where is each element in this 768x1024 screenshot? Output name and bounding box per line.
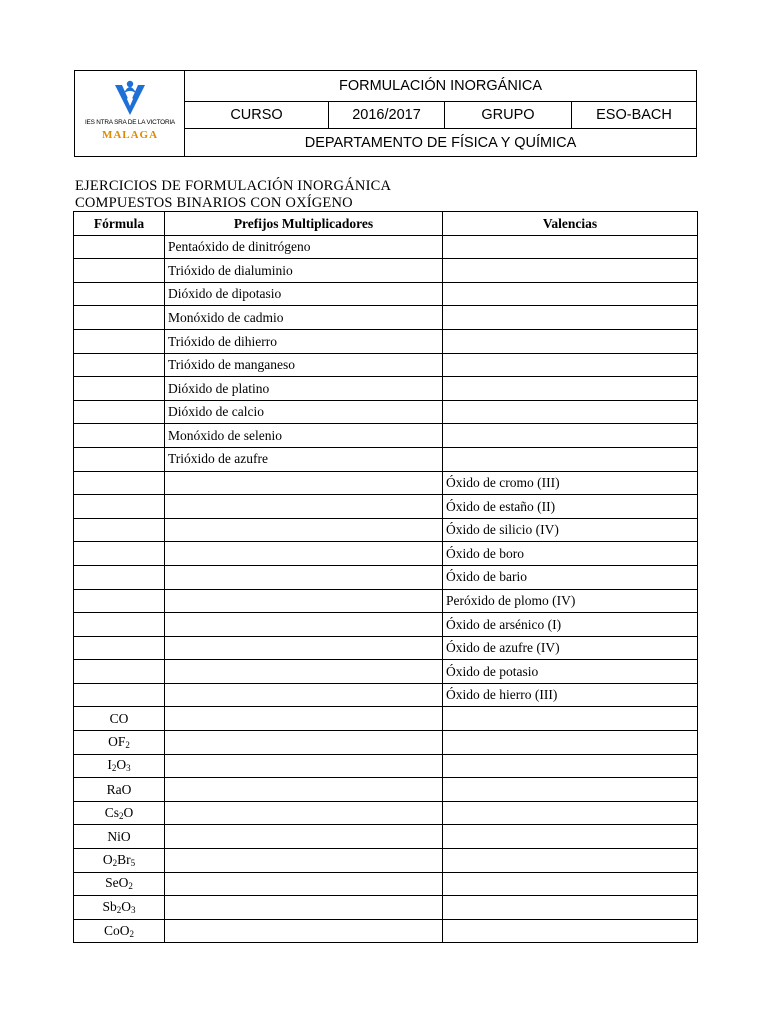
formula-subscript: 3 — [131, 905, 136, 916]
formula-cell[interactable] — [74, 282, 165, 306]
table-row — [74, 471, 698, 495]
formula-cell[interactable] — [74, 660, 165, 684]
prefix-name-cell[interactable] — [165, 801, 443, 825]
formula-element: OF — [108, 733, 126, 749]
table-body — [74, 235, 698, 943]
document-header — [74, 70, 697, 157]
valence-name-cell[interactable] — [443, 353, 698, 377]
formula-element: Sb — [102, 899, 117, 915]
table-row — [74, 754, 698, 778]
column-header-prefixes: Prefijos Multiplicadores — [165, 212, 443, 236]
table-header-row — [74, 212, 698, 236]
header-course-row — [185, 102, 696, 129]
formula-subscript: 2 — [116, 905, 122, 916]
formula-element: NiO — [107, 828, 131, 844]
table-row — [74, 495, 698, 519]
exercise-subtitle: COMPUESTOS BINARIOS CON OXÍGENO — [75, 195, 353, 211]
formula-subscript: 2 — [129, 928, 134, 939]
prefix-name-cell[interactable] — [165, 660, 443, 684]
department-name: DEPARTAMENTO DE FÍSICA Y QUÍMICA — [304, 134, 577, 151]
school-logo-cell — [75, 71, 185, 156]
valence-name-cell: Óxido de hierro (III) — [443, 683, 698, 707]
valence-name-cell[interactable] — [443, 424, 698, 448]
prefix-name-cell[interactable] — [165, 707, 443, 731]
valence-name-cell[interactable] — [443, 849, 698, 873]
prefix-name-cell[interactable] — [165, 896, 443, 920]
course-value: 2016/2017 — [329, 102, 445, 128]
valence-name-cell[interactable] — [443, 707, 698, 731]
column-header-formula: Fórmula — [74, 212, 165, 236]
valence-name-cell[interactable] — [443, 235, 698, 259]
formula-cell[interactable] — [74, 589, 165, 613]
prefix-name-cell[interactable] — [165, 565, 443, 589]
group-label: GRUPO — [445, 102, 572, 128]
table-row — [74, 778, 698, 802]
prefix-name-cell[interactable] — [165, 613, 443, 637]
valence-name-cell[interactable] — [443, 825, 698, 849]
prefix-name-cell[interactable] — [165, 731, 443, 755]
formula-cell[interactable] — [74, 919, 165, 943]
formula-element: RaO — [106, 781, 132, 797]
school-city: MALAGA — [101, 129, 159, 141]
valence-name-cell: Óxido de cromo (III) — [443, 471, 698, 495]
formula-cell[interactable] — [74, 849, 165, 873]
valence-name-cell: Peróxido de plomo (IV) — [443, 589, 698, 613]
formula-cell[interactable] — [74, 306, 165, 330]
prefix-name-cell: Dióxido de platino — [165, 377, 443, 401]
valence-name-cell[interactable] — [443, 400, 698, 424]
formula-element: Br — [117, 851, 131, 867]
valence-name-cell[interactable] — [443, 896, 698, 920]
valence-name-cell: Óxido de estaño (II) — [443, 495, 698, 519]
formula-cell[interactable] — [74, 400, 165, 424]
prefix-name-cell[interactable] — [165, 754, 443, 778]
table-row — [74, 518, 698, 542]
formula-subscript: 3 — [126, 763, 131, 774]
formula-cell[interactable] — [74, 447, 165, 471]
prefix-name-cell[interactable] — [165, 636, 443, 660]
table-row — [74, 801, 698, 825]
prefix-name-cell: Pentaóxido de dinitrógeno — [165, 235, 443, 259]
valence-name-cell: Óxido de bario — [443, 565, 698, 589]
formula-cell[interactable] — [74, 896, 165, 920]
table-row — [74, 282, 698, 306]
formula-element: O — [116, 757, 127, 773]
formula-cell[interactable] — [74, 235, 165, 259]
prefix-name-cell[interactable] — [165, 471, 443, 495]
valence-name-cell: Óxido de boro — [443, 542, 698, 566]
table-row — [74, 683, 698, 707]
prefix-name-cell: Dióxido de dipotasio — [165, 282, 443, 306]
formula-cell[interactable] — [74, 872, 165, 896]
table-row — [74, 306, 698, 330]
formula-element: CO — [109, 711, 129, 727]
prefix-name-cell[interactable] — [165, 919, 443, 943]
prefix-name-cell: Monóxido de selenio — [165, 424, 443, 448]
formula-cell[interactable] — [74, 613, 165, 637]
formula-cell[interactable] — [74, 471, 165, 495]
formula-cell[interactable] — [74, 778, 165, 802]
table-row — [74, 825, 698, 849]
table-row — [74, 329, 698, 353]
exercise-table — [73, 211, 698, 943]
prefix-name-cell: Trióxido de manganeso — [165, 353, 443, 377]
prefix-name-cell[interactable] — [165, 872, 443, 896]
prefix-name-cell[interactable] — [165, 542, 443, 566]
prefix-name-cell: Trióxido de dialuminio — [165, 259, 443, 283]
formula-element: CoO — [103, 922, 130, 938]
formula-cell[interactable] — [74, 424, 165, 448]
valence-name-cell[interactable] — [443, 778, 698, 802]
valence-name-cell: Óxido de azufre (IV) — [443, 636, 698, 660]
formula-cell[interactable] — [74, 542, 165, 566]
formula-element: O — [102, 851, 113, 867]
valence-name-cell[interactable] — [443, 282, 698, 306]
formula-subscript: 2 — [125, 739, 130, 750]
formula-cell[interactable] — [74, 636, 165, 660]
prefix-name-cell[interactable] — [165, 495, 443, 519]
table-row — [74, 377, 698, 401]
prefix-name-cell: Trióxido de azufre — [165, 447, 443, 471]
prefix-name-cell[interactable] — [165, 589, 443, 613]
table-row — [74, 707, 698, 731]
formula-element: O — [123, 804, 134, 820]
school-name: IES NTRA SRA DE LA VICTORIA — [84, 119, 175, 126]
prefix-name-cell[interactable] — [165, 518, 443, 542]
formula-cell[interactable] — [74, 329, 165, 353]
table-row — [74, 447, 698, 471]
prefix-name-cell[interactable] — [165, 849, 443, 873]
table-row — [74, 542, 698, 566]
school-logo-icon — [111, 79, 149, 119]
prefix-name-cell[interactable] — [165, 825, 443, 849]
table-row — [74, 872, 698, 896]
header-department-row — [185, 129, 696, 156]
formula-cell[interactable] — [74, 754, 165, 778]
table-row — [74, 731, 698, 755]
formula-cell[interactable] — [74, 801, 165, 825]
table-row — [74, 424, 698, 448]
table-row — [74, 849, 698, 873]
formula-cell[interactable] — [74, 377, 165, 401]
formula-cell[interactable] — [74, 565, 165, 589]
formula-element: Cs — [104, 804, 119, 820]
valence-name-cell[interactable] — [443, 731, 698, 755]
valence-name-cell: Óxido de arsénico (I) — [443, 613, 698, 637]
formula-subscript: 2 — [111, 763, 117, 774]
formula-subscript: 2 — [112, 857, 118, 868]
table-row — [74, 565, 698, 589]
valence-name-cell: Óxido de potasio — [443, 660, 698, 684]
document-title: FORMULACIÓN INORGÁNICA — [338, 78, 542, 94]
table-row — [74, 896, 698, 920]
formula-subscript: 2 — [128, 881, 133, 892]
valence-name-cell[interactable] — [443, 801, 698, 825]
formula-subscript: 5 — [130, 857, 136, 868]
prefix-name-cell: Monóxido de cadmio — [165, 306, 443, 330]
table-row — [74, 400, 698, 424]
table-row — [74, 660, 698, 684]
column-header-valences: Valencias — [443, 212, 698, 236]
table-row — [74, 919, 698, 943]
table-row — [74, 636, 698, 660]
group-value: ESO-BACH — [596, 107, 672, 123]
table-row — [74, 589, 698, 613]
formula-element: SeO — [105, 875, 129, 891]
header-title-row — [185, 71, 696, 102]
prefix-name-cell[interactable] — [165, 683, 443, 707]
prefix-name-cell: Dióxido de calcio — [165, 400, 443, 424]
formula-cell[interactable] — [74, 259, 165, 283]
valence-name-cell[interactable] — [443, 447, 698, 471]
formula-cell[interactable] — [74, 495, 165, 519]
course-label: CURSO — [185, 102, 329, 128]
valence-name-cell[interactable] — [443, 377, 698, 401]
valence-name-cell: Óxido de silicio (IV) — [443, 518, 698, 542]
formula-cell[interactable] — [74, 707, 165, 731]
formula-cell[interactable] — [74, 353, 165, 377]
prefix-name-cell[interactable] — [165, 778, 443, 802]
formula-subscript: 2 — [119, 810, 124, 821]
table-row — [74, 235, 698, 259]
formula-cell[interactable] — [74, 518, 165, 542]
valence-name-cell[interactable] — [443, 919, 698, 943]
valence-name-cell[interactable] — [443, 754, 698, 778]
valence-name-cell[interactable] — [443, 872, 698, 896]
valence-name-cell[interactable] — [443, 306, 698, 330]
prefix-name-cell: Trióxido de dihierro — [165, 329, 443, 353]
formula-cell[interactable] — [74, 683, 165, 707]
table-row — [74, 353, 698, 377]
valence-name-cell[interactable] — [443, 259, 698, 283]
table-row — [74, 259, 698, 283]
formula-element: I — [107, 757, 112, 773]
exercise-title: EJERCICIOS DE FORMULACIÓN INORGÁNICA — [75, 178, 392, 194]
table-row — [74, 613, 698, 637]
valence-name-cell[interactable] — [443, 329, 698, 353]
formula-element: O — [121, 899, 131, 915]
formula-cell[interactable] — [74, 731, 165, 755]
formula-cell[interactable] — [74, 825, 165, 849]
